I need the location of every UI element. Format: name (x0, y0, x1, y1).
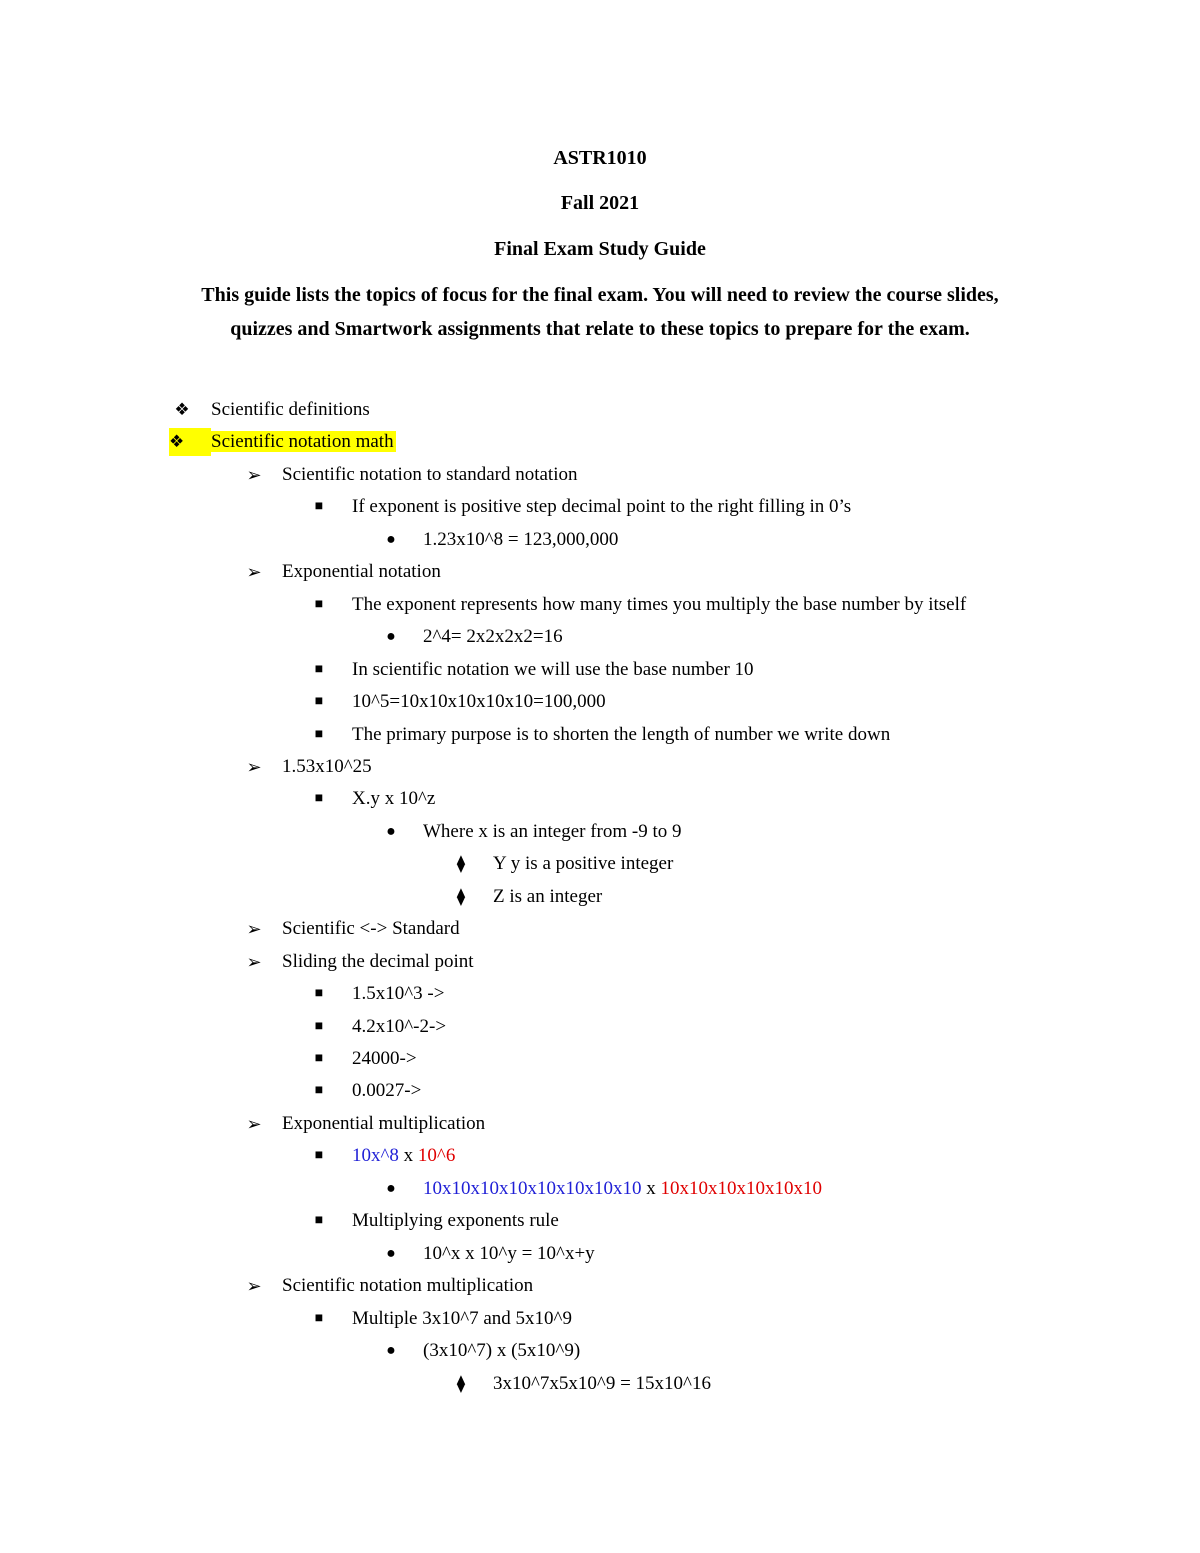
outline-item-text (352, 1077, 421, 1105)
outline-item (0, 948, 1200, 976)
intro-line-2: quizzes and Smartwork assignments that relate to these topics to prepare for the exam. (230, 318, 970, 340)
outline-item-text (352, 591, 966, 619)
item-label: Z is an integer (493, 885, 603, 907)
diamond-bullet-icon: ❖ (174, 400, 190, 419)
outline-item-text (282, 558, 441, 586)
blue-text-segment: 10x10x10x10x10x10x10x10 (423, 1177, 642, 1199)
outline-item (0, 1337, 1200, 1365)
outline-item (0, 1077, 1200, 1105)
square-bullet-icon: ■ (314, 661, 324, 677)
dot-bullet-icon: ● (386, 1179, 396, 1197)
dot-bullet-icon: ● (386, 822, 396, 840)
square-bullet-icon: ■ (314, 791, 324, 807)
outline-item-text (211, 396, 370, 424)
outline-item-text (282, 1110, 485, 1138)
outline-item (0, 1110, 1200, 1138)
item-label: Exponential notation (282, 561, 441, 583)
item-label: 1.5x10^3 -> (352, 983, 445, 1005)
text-segment: x (641, 1177, 661, 1199)
outline-item (0, 688, 1200, 716)
arrow-bullet-icon: ➢ (246, 756, 262, 777)
intro-line-1: This guide lists the topics of focus for the final exam. You will need to review the course slides, (201, 284, 999, 306)
item-label: Where x is an integer from -9 to 9 (423, 820, 682, 842)
outline-item-text (282, 753, 372, 781)
outline-item-text (282, 1272, 533, 1300)
square-bullet-icon: ■ (314, 596, 324, 612)
outline-item (0, 526, 1200, 554)
item-label: Exponential multiplication (282, 1112, 486, 1134)
outline-item-text (493, 883, 602, 911)
item-label: Multiplying exponents rule (352, 1210, 559, 1232)
page-title: Final Exam Study Guide (494, 238, 706, 260)
item-label: The exponent represents how many times you multiply the base number by itself (352, 593, 967, 615)
term: Fall 2021 (560, 192, 640, 214)
outline-item-text (423, 1240, 595, 1268)
outline-item (0, 1045, 1200, 1073)
item-label: Scientific notation multiplication (282, 1275, 534, 1297)
outline-item (0, 1272, 1200, 1300)
outline-item (0, 721, 1200, 749)
square-bullet-icon: ■ (314, 1083, 324, 1099)
outline-item-text (352, 656, 754, 684)
outline-item (0, 493, 1200, 521)
outline-item (0, 915, 1200, 943)
outline-item (0, 753, 1200, 781)
item-label: Scientific <-> Standard (282, 918, 460, 940)
outline-item-text (352, 1013, 446, 1041)
item-label: Sliding the decimal point (282, 950, 474, 972)
item-label: 0.0027-> (352, 1080, 422, 1102)
item-label: Multiple 3x10^7 and 5x10^9 (352, 1307, 572, 1329)
outline-item-text (423, 623, 563, 651)
outline-item (0, 656, 1200, 684)
outline-item-text (423, 526, 618, 554)
arrow-bullet-icon: ➢ (246, 919, 262, 940)
outline-item (0, 1142, 1200, 1170)
item-label: 10^5=10x10x10x10x10=100,000 (352, 691, 606, 713)
highlighted-text: Scientific notation math (211, 431, 394, 453)
outline-item-text (352, 1142, 455, 1170)
outline-item-text (423, 1175, 822, 1203)
square-bullet-icon: ■ (314, 1051, 324, 1066)
outline-item-text (282, 915, 460, 943)
square-bullet-icon: ■ (314, 1018, 324, 1034)
item-label: 1.23x10^8 = 123,000,000 (423, 528, 619, 550)
arrow-bullet-icon: ➢ (246, 464, 262, 485)
dot-bullet-icon: ● (386, 530, 396, 548)
dot-bullet-icon: ● (386, 1342, 396, 1360)
text-segment: x (398, 1145, 418, 1167)
blue-text-segment: 10x^8 (352, 1145, 399, 1167)
lozenge-bullet-icon: ⧫ (456, 854, 466, 874)
square-bullet-icon: ■ (314, 694, 324, 710)
outline-item (0, 1240, 1200, 1268)
outline-item (0, 1013, 1200, 1041)
arrow-bullet-icon: ➢ (246, 562, 262, 583)
item-label: Scientific notation to standard notation (282, 463, 578, 485)
red-text-segment: 10x10x10x10x10x10 (660, 1177, 822, 1199)
outline-item (0, 396, 1200, 424)
outline-item-text (352, 1305, 572, 1333)
item-label: If exponent is positive step decimal point to the right filling in 0’s (352, 496, 852, 518)
item-label: 24000-> (352, 1048, 417, 1069)
item-label: Y y is a positive integer (493, 853, 674, 875)
outline-item-text (352, 1045, 417, 1073)
outline-item-text (352, 1207, 559, 1235)
outline-item (0, 1207, 1200, 1235)
outline-item (0, 461, 1200, 489)
outline-item (0, 883, 1200, 911)
item-label: Scientific definitions (211, 399, 370, 420)
outline-item-text (423, 818, 682, 846)
dot-bullet-icon: ● (386, 628, 396, 646)
item-label: 3x10^7x5x10^9 = 15x10^16 (493, 1372, 711, 1394)
red-text-segment: 10^6 (417, 1145, 456, 1167)
outline-item (0, 558, 1200, 586)
outline-item-text (352, 688, 606, 716)
outline-item-text (352, 721, 890, 749)
diamond-bullet-icon: ❖ (169, 428, 211, 456)
item-label: The primary purpose is to shorten the length of number we write down (352, 723, 891, 745)
outline-item (0, 980, 1200, 1008)
lozenge-bullet-icon: ⧫ (456, 1373, 466, 1393)
outline-item (0, 1175, 1200, 1203)
arrow-bullet-icon: ➢ (246, 1113, 262, 1134)
outline-item-text (211, 428, 396, 456)
outline-item (0, 591, 1200, 619)
arrow-bullet-icon: ➢ (246, 951, 262, 972)
outline-item-text (493, 1370, 711, 1398)
square-bullet-icon: ■ (314, 499, 324, 515)
square-bullet-icon: ■ (314, 986, 324, 1002)
outline-item (0, 623, 1200, 651)
outline-item-text (352, 493, 851, 521)
outline-item (0, 1305, 1200, 1333)
outline-item-text (352, 785, 435, 813)
outline-item (0, 1370, 1200, 1398)
course-code: ASTR1010 (553, 147, 647, 169)
item-label: In scientific notation we will use the base number 10 (352, 658, 754, 680)
dot-bullet-icon: ● (386, 1244, 396, 1262)
outline-item-text (423, 1337, 580, 1365)
item-label: 10^x x 10^y = 10^x+y (423, 1242, 595, 1264)
square-bullet-icon: ■ (314, 1310, 324, 1326)
item-label: X.y x 10^z (352, 788, 436, 810)
item-label: 1.53x10^25 (282, 755, 372, 777)
outline-item-text (282, 948, 474, 976)
outline-item-text (493, 850, 673, 878)
arrow-bullet-icon: ➢ (246, 1276, 262, 1297)
outline-item-text (282, 461, 578, 489)
item-label: 2^4= 2x2x2x2=16 (423, 626, 563, 648)
outline-item (0, 818, 1200, 846)
outline-item (0, 785, 1200, 813)
square-bullet-icon: ■ (314, 726, 324, 742)
outline-item (0, 850, 1200, 878)
lozenge-bullet-icon: ⧫ (456, 886, 466, 906)
square-bullet-icon: ■ (314, 1213, 324, 1229)
item-label: (3x10^7) x (5x10^9) (423, 1340, 581, 1362)
item-label: 4.2x10^-2-> (352, 1015, 447, 1037)
square-bullet-icon: ■ (314, 1148, 324, 1164)
outline-item-text (352, 980, 444, 1008)
outline-item (0, 428, 1200, 456)
